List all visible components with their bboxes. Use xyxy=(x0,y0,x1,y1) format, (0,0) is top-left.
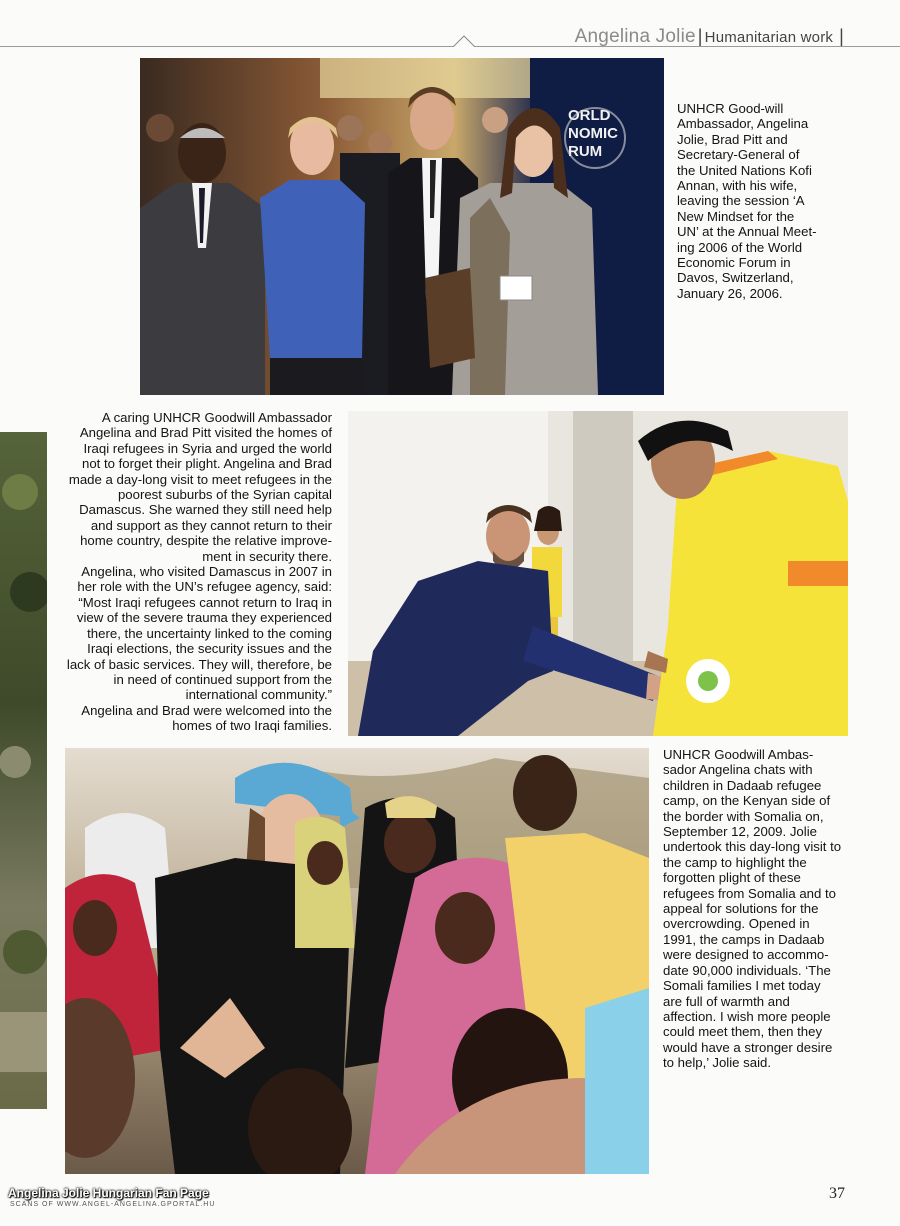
header-section: Humanitarian work xyxy=(704,29,834,46)
caption-syria-paragraph-2: Angelina, who visited Damascus in 2007 in her role with the UN’s refugee agency, said: “Most Iraqi refugees cannot return to Iraq in view of the severe trauma they experienced there, the uncertainty linked to the coming Iraqi elections, the security issues and the lack of basic services. They will, therefore, be in need of continued support from the international community.” xyxy=(66,564,332,703)
photo-dadaab xyxy=(65,748,649,1174)
caption-syria-paragraph-3: Angelina and Brad were welcomed into the homes of two Iraqi families. xyxy=(81,702,332,734)
caption-syria xyxy=(62,410,332,734)
header-end-bar: | xyxy=(839,26,844,46)
photo-davos xyxy=(140,58,664,395)
photo-left-edge-sliver xyxy=(0,432,47,1109)
svg-text:NOMIC: NOMIC xyxy=(568,125,618,142)
page-number: 37 xyxy=(829,1185,845,1202)
header-title: Angelina Jolie xyxy=(574,26,696,47)
caption-davos xyxy=(677,101,817,301)
caption-dadaab-text: UNHCR Goodwill Ambas-sador Angelina chats with children in Dadaab refugee camp, on the Kenyan side of the border with Somalia on, September 12, 2009. Jolie undertook this day-long visit to the camp to highlight the forgotten plight of these refugees from Somalia and to appeal for solutions for the overcrowding. Opened in 1991, the camps in Dadaab were designed to accommo-date 90,000 individuals. ‘The Somali families I met today are full of warmth and affection. I wish more people could meet them, then they would have a stronger desire to help,’ Jolie said. xyxy=(663,747,842,1071)
scans-credit: SCANS OF WWW.ANGEL-ANGELINA.GPORTAL.HU xyxy=(10,1201,216,1208)
header-notch-marker xyxy=(453,35,475,47)
svg-text:RUM: RUM xyxy=(568,143,603,160)
photo-syria xyxy=(348,411,848,736)
caption-davos-text: UNHCR Good-will Ambassador, Angelina Jolie, Brad Pitt and Secretary-General of the United Nations Kofi Annan, with his wife, leaving the session ‘A New Mindset for the UN’ at the Annual Meet-ing 2006 of the World Economic Forum in Davos, Switzerland, January 26, 2006. xyxy=(677,101,817,301)
header-separator: | xyxy=(697,26,703,46)
svg-text:ORLD: ORLD xyxy=(568,107,611,124)
running-header xyxy=(575,26,844,48)
caption-dadaab xyxy=(663,747,843,1071)
fan-page-watermark: Angelina Jolie Hungarian Fan Page xyxy=(8,1186,209,1200)
caption-syria-paragraph-1: A caring UNHCR Goodwill Ambassador Angelina and Brad Pitt visited the homes of Iraqi refugees in Syria and urged the world not to forget their plight. Angelina and Brad made a day-long visit to meet refugees in the poorest suburbs of the Syrian capital Damascus. She warned they still need help and support as they cannot return to their home country, despite the relative improve-ment in security there. xyxy=(68,410,332,564)
